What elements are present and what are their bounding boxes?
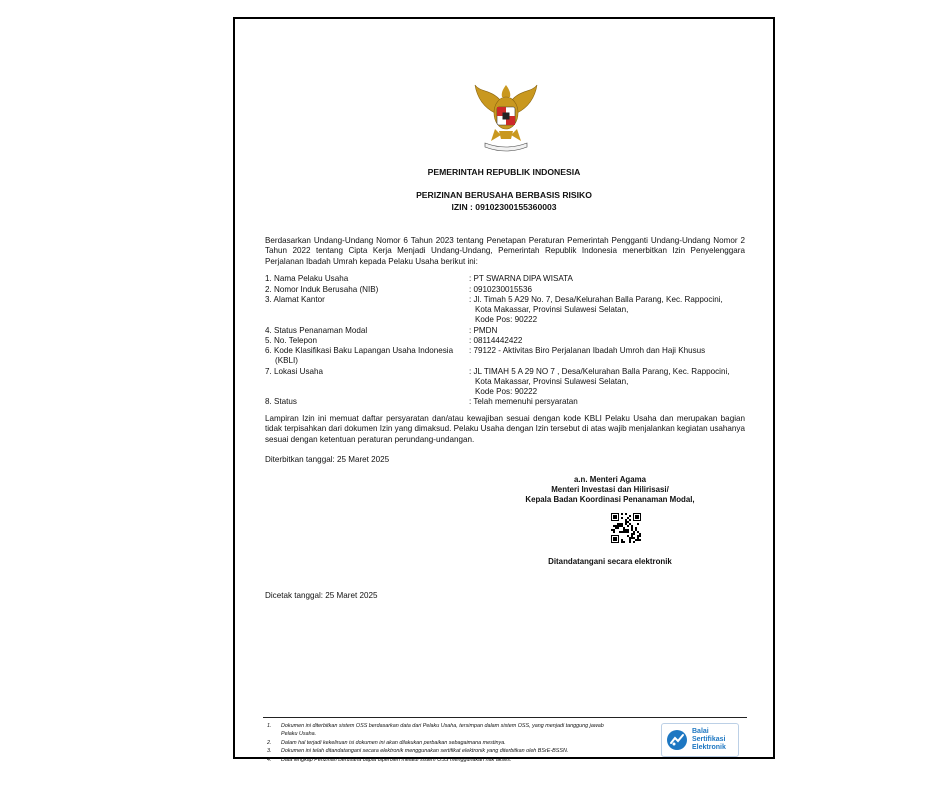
field-value: : PT SWARNA DIPA WISATA bbox=[469, 274, 573, 283]
footer-note-text: Data lengkap Perizinan Berusaha dapat diperoleh melalui sistem OSS menggunakan hak akses. bbox=[281, 756, 512, 763]
bsre-label-line: Sertifikasi bbox=[692, 736, 726, 743]
field-value-line: Kota Makassar, Provinsi Sulawesi Selatan, bbox=[475, 305, 629, 314]
printed-date: Dicetak tanggal: 25 Maret 2025 bbox=[265, 591, 378, 600]
field-value: : 08114442422 bbox=[469, 336, 523, 345]
footer-note-number: 4. bbox=[267, 756, 272, 763]
field-label: 1. Nama Pelaku Usaha bbox=[265, 274, 349, 283]
footer-note-text: Dokumen ini telah ditandatangani secara elektronik menggunakan sertifikat elektronik yang diterbitkan oleh BSrE-BSSN. bbox=[281, 748, 569, 755]
issued-date: Diterbitkan tanggal: 25 Maret 2025 bbox=[265, 455, 390, 464]
document-title: PERIZINAN BERUSAHA BERBASIS RISIKO bbox=[416, 190, 592, 200]
field-label: 8. Status bbox=[265, 397, 297, 406]
permit-document bbox=[233, 17, 775, 763]
qr-code-icon bbox=[611, 513, 641, 543]
signatory-line-3: Kepala Badan Koordinasi Penanaman Modal, bbox=[525, 495, 695, 504]
field-value-line: Kode Pos: 90222 bbox=[475, 315, 538, 324]
field-value-line: Kota Makassar, Provinsi Sulawesi Selatan, bbox=[475, 377, 629, 386]
electronic-signature-note: Ditandatangani secara elektronik bbox=[548, 557, 672, 566]
field-value: : 79122 - Aktivitas Biro Perjalanan Ibadah Umroh dan Haji Khusus bbox=[469, 346, 706, 355]
intro-paragraph: Berdasarkan Undang-Undang Nomor 6 Tahun 2023 tentang Penetapan Peraturan Pemerintah Pengganti Undang-Undang Nomor 2 Tahun 2022 tentang Cipta Kerja Menjadi Undang-Undang, Pemerintah Republik Indonesia menerbitkan Izin Penyelenggara Perjalanan Ibadah Umrah kepada Pelaku Usaha berikut ini: bbox=[265, 236, 745, 266]
field-label: 4. Status Penanaman Modal bbox=[265, 326, 368, 335]
field-label: 5. No. Telepon bbox=[265, 336, 318, 345]
footer-note-text: Dokumen ini diterbitkan sistem OSS berdasarkan data dari Pelaku Usaha, tersimpan dalam sistem OSS, yang menjadi tanggung jawab bbox=[281, 723, 604, 729]
garuda-emblem-icon bbox=[473, 79, 539, 155]
signatory-line-2: Menteri Investasi dan Hilirisasi/ bbox=[551, 485, 669, 494]
footer-notes-box bbox=[263, 717, 747, 768]
bsre-logo-icon bbox=[666, 729, 688, 751]
footer-note bbox=[267, 747, 652, 755]
footer-note-number: 2. bbox=[267, 739, 272, 746]
signatory-line-1: a.n. Menteri Agama bbox=[573, 475, 647, 484]
field-value: : PMDN bbox=[469, 326, 498, 335]
permit-number: IZIN : 09102300155360003 bbox=[451, 202, 557, 212]
attachment-paragraph: Lampiran Izin ini memuat daftar persyaratan dan/atau kewajiban sesuai dengan kode KBLI Pelaku Usaha dan merupakan bagian tidak terpisahkan dari dokumen Izin yang dimaksud. Pelaku Usaha dengan Izin tersebut di atas wajib menjalankan kegiatan usahanya sesuai dengan ketentuan peraturan perundang-undangan. bbox=[265, 414, 745, 444]
footer-note-number: 3. bbox=[267, 748, 272, 755]
field-label: 2. Nomor Induk Berusaha (NIB) bbox=[265, 285, 379, 294]
footer-note-number: 1. bbox=[267, 723, 272, 729]
field-label: 3. Alamat Kantor bbox=[265, 295, 325, 304]
field-value: : Jl. Timah 5 A29 No. 7, Desa/Kelurahan Balla Parang, Kec. Rappocini, bbox=[469, 295, 723, 304]
field-value-line: Kode Pos: 90222 bbox=[475, 387, 538, 396]
field-label-line: (KBLI) bbox=[275, 356, 298, 365]
footer-note-text: Dalam hal terjadi kekeliruan isi dokumen ini akan dilakukan perbaikan sebagaimana mestinya. bbox=[281, 739, 506, 746]
field-value: : JL TIMAH 5 A 29 NO 7 , Desa/Kelurahan Balla Parang, Kec. Rappocini, bbox=[469, 367, 730, 376]
bsre-label-line: Elektronik bbox=[692, 744, 726, 751]
footer-note-text: Pelaku Usaha. bbox=[281, 731, 317, 738]
bsre-label bbox=[692, 728, 726, 752]
footer-note bbox=[267, 739, 652, 747]
bsre-label-line: Balai bbox=[692, 728, 709, 735]
field-value: : Telah memenuhi persyaratan bbox=[469, 397, 578, 406]
bsre-badge bbox=[661, 723, 739, 757]
field-value: : 0910230015536 bbox=[469, 285, 533, 294]
footer-note bbox=[267, 722, 652, 730]
field-label: 6. Kode Klasifikasi Baku Lapangan Usaha Indonesia bbox=[265, 346, 454, 355]
footer-notes bbox=[267, 722, 652, 764]
government-heading: PEMERINTAH REPUBLIK INDONESIA bbox=[427, 167, 581, 177]
footer-note bbox=[267, 756, 652, 764]
footer-note-continuation bbox=[267, 730, 652, 738]
field-label: 7. Lokasi Usaha bbox=[265, 367, 324, 376]
